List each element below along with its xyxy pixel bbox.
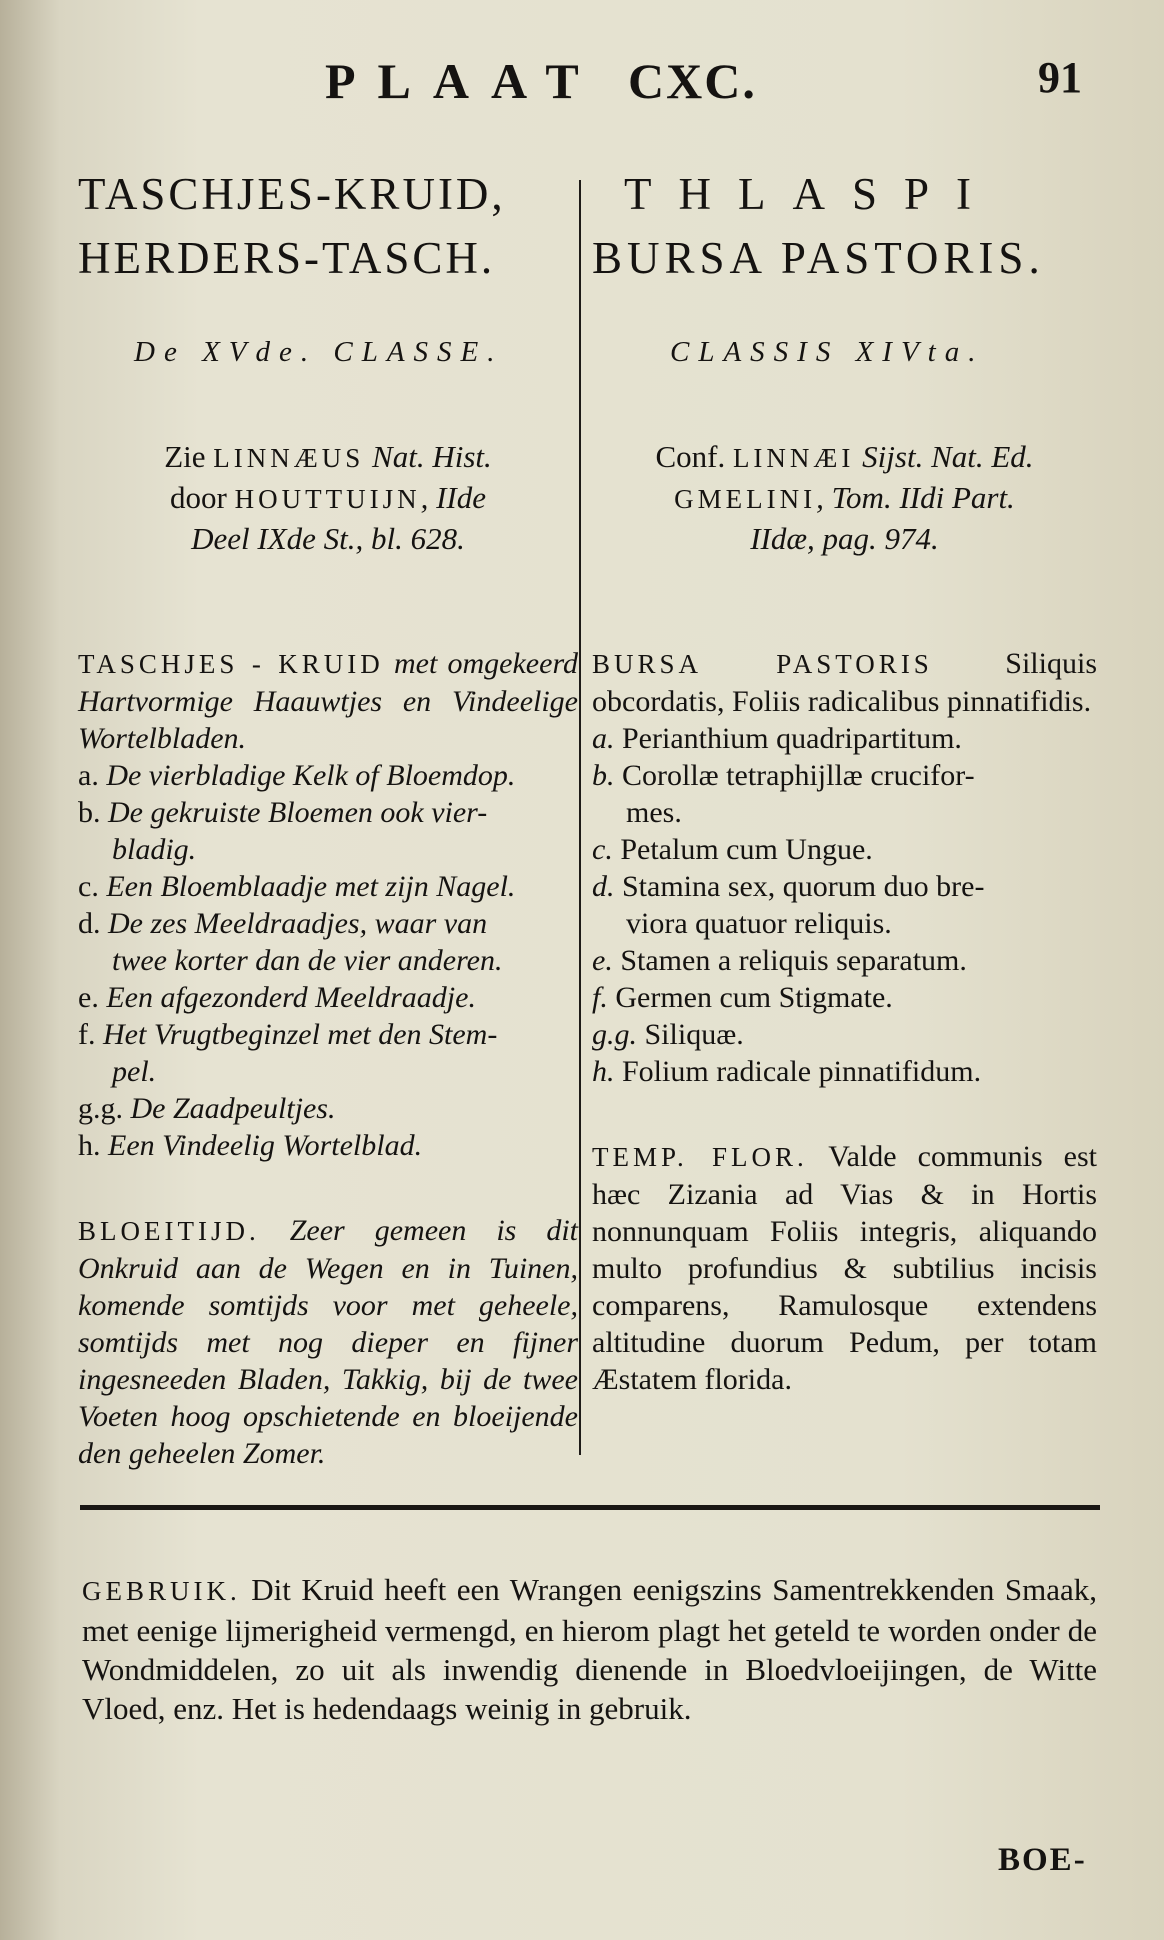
ref-author: HOUTTUIJN xyxy=(234,484,421,514)
figure-item xyxy=(78,1090,578,1127)
flor-label: TEMP. FLOR. xyxy=(592,1142,808,1172)
left-column xyxy=(78,168,578,1472)
usage-paragraph xyxy=(82,1570,1097,1728)
item-letter: c. xyxy=(592,833,613,866)
flor-text: Valde communis est hæc Zizania ad Vias & in Hortis nonnunquam Foliis integris, aliquando multo profundius & subtilius incisis comparens, Ramulosque extendens altitudine duorum Pedum, per totam Æstatem florida. xyxy=(592,1140,1097,1396)
item-continuation: bladig. xyxy=(112,833,197,866)
plate-number: CXC. xyxy=(628,53,757,109)
ref-text: door xyxy=(170,480,235,515)
ref-author: GMELINI xyxy=(674,484,817,514)
item-letter: f. xyxy=(78,1018,96,1051)
left-reference xyxy=(78,437,578,559)
usage-text: Dit Kruid heeft een Wrangen eenigszins Samentrekkenden Smaak, met eenige lijmerigheid vermengd, en hierom plagt het geteld te worden onder de Wondmiddelen, zo uit als inwendig dienende in Bloedvloeijingen, de Witte Vloed, enz. Het is hedendaags weinig in gebruik. xyxy=(82,1572,1097,1726)
figure-item xyxy=(78,868,578,905)
catchword: BOE- xyxy=(998,1842,1087,1878)
item-continuation: pel. xyxy=(112,1055,157,1088)
right-reference xyxy=(592,437,1097,559)
figure-item xyxy=(592,868,1097,905)
flor-text: Zeer gemeen is dit Onkruid aan de Wegen en in Tuinen, komende somtijds voor met geheele, somtijds met nog dieper en fijner ingesneeden Bladen, Takkig, bij de twee Voeten hoog opschietende en bloeijende den geheelen Zomer. xyxy=(78,1214,578,1470)
item-letter: b. xyxy=(592,759,615,792)
item-continuation: twee korter dan de vier anderen. xyxy=(112,944,503,977)
right-title-line2: BURSA PASTORIS. xyxy=(592,233,1045,283)
item-text: De vierbladige Kelk of Bloemdop. xyxy=(106,759,516,792)
item-text: De Zaadpeultjes. xyxy=(130,1092,336,1125)
figure-item xyxy=(78,1127,578,1164)
ref-text: Zie xyxy=(164,439,214,474)
item-letter: d. xyxy=(78,907,101,940)
item-letter: a. xyxy=(78,759,99,792)
desc-name: TASCHJES - KRUID xyxy=(78,649,384,679)
item-text: Een Vindeelig Wortelblad. xyxy=(108,1129,423,1162)
figure-item xyxy=(592,979,1097,1016)
ref-work: Sijst. Nat. Ed. xyxy=(854,439,1034,474)
ref-author: LINNÆUS xyxy=(213,443,365,473)
right-title-line1: THLASPI xyxy=(624,169,999,219)
item-text: Siliquæ. xyxy=(644,1018,744,1051)
item-letter: b. xyxy=(78,796,101,829)
item-text: Folium radicale pinnatifidum. xyxy=(622,1055,982,1088)
item-letter: h. xyxy=(592,1055,615,1088)
figure-item xyxy=(78,979,578,1016)
right-flowering xyxy=(592,1138,1097,1398)
item-letter: g.g. xyxy=(592,1018,637,1051)
desc-text: Siliquis obcordatis, Foliis radicalibus pinnatifidis. xyxy=(592,647,1097,718)
desc-text: met omgekeerd Hartvormige Haauwtjes en Vindeelige Wortelbladen. xyxy=(78,647,578,755)
figure-item xyxy=(78,757,578,794)
item-text: Corollæ tetraphijllæ crucifor- xyxy=(622,759,975,792)
left-flowering xyxy=(78,1212,578,1472)
left-items xyxy=(78,757,578,1164)
item-letter: e. xyxy=(592,944,613,977)
figure-item xyxy=(592,1053,1097,1090)
ref-volume: IIdæ, pag. 974. xyxy=(750,521,939,556)
item-text: Perianthium quadripartitum. xyxy=(622,722,962,755)
figure-item xyxy=(78,1016,578,1053)
figure-item xyxy=(78,794,578,831)
item-continuation: mes. xyxy=(626,796,682,829)
left-description xyxy=(78,645,578,757)
column-divider xyxy=(579,180,581,1455)
item-text: Germen cum Stigmate. xyxy=(615,981,893,1014)
ref-work: , IIde xyxy=(420,480,486,515)
left-title-line2: HERDERS-TASCH. xyxy=(78,233,496,283)
figure-item xyxy=(78,905,578,942)
item-text: De zes Meeldraadjes, waar van xyxy=(108,907,488,940)
page-header xyxy=(0,52,1164,122)
item-continuation: viora quatuor reliquis. xyxy=(626,907,892,940)
item-text: Het Vrugtbeginzel met den Stem- xyxy=(103,1018,498,1051)
right-items xyxy=(592,720,1097,1090)
desc-name: BURSA PASTORIS xyxy=(592,649,933,679)
figure-item xyxy=(592,831,1097,868)
ref-volume: Deel IXde St., bl. 628. xyxy=(191,521,465,556)
ref-author: LINNÆI xyxy=(732,443,855,473)
item-letter: h. xyxy=(78,1129,101,1162)
item-text: Stamen a reliquis separatum. xyxy=(620,944,967,977)
ref-work: Nat. Hist. xyxy=(364,439,492,474)
item-text: Een Bloemblaadje met zijn Nagel. xyxy=(106,870,516,903)
item-text: De gekruiste Bloemen ook vier- xyxy=(108,796,488,829)
figure-item xyxy=(592,1016,1097,1053)
usage-label: GEBRUIK. xyxy=(82,1576,241,1606)
right-classis: CLASSIS XIVta. xyxy=(670,336,985,368)
plate-label: PLAAT xyxy=(325,53,601,109)
figure-item xyxy=(592,757,1097,794)
right-column xyxy=(592,168,1097,1398)
section-rule xyxy=(80,1505,1100,1510)
left-title-line1: TASCHJES-KRUID, xyxy=(78,169,506,219)
ref-work: , Tom. IIdi Part. xyxy=(816,480,1015,515)
item-letter: e. xyxy=(78,981,99,1014)
flor-label: BLOEITIJD. xyxy=(78,1216,260,1246)
item-letter: f. xyxy=(592,981,608,1014)
right-description xyxy=(592,645,1097,720)
item-letter: a. xyxy=(592,722,615,755)
left-classe: De XVde. CLASSE. xyxy=(134,336,504,368)
item-letter: g.g. xyxy=(78,1092,123,1125)
ref-text: Conf. xyxy=(655,439,733,474)
figure-item xyxy=(592,942,1097,979)
item-text: Stamina sex, quorum duo bre- xyxy=(622,870,985,903)
figure-item xyxy=(592,720,1097,757)
item-letter: d. xyxy=(592,870,615,903)
item-text: Een afgezonderd Meeldraadje. xyxy=(106,981,476,1014)
item-text: Petalum cum Ungue. xyxy=(620,833,873,866)
page-number: 91 xyxy=(1038,53,1082,102)
item-letter: c. xyxy=(78,870,99,903)
